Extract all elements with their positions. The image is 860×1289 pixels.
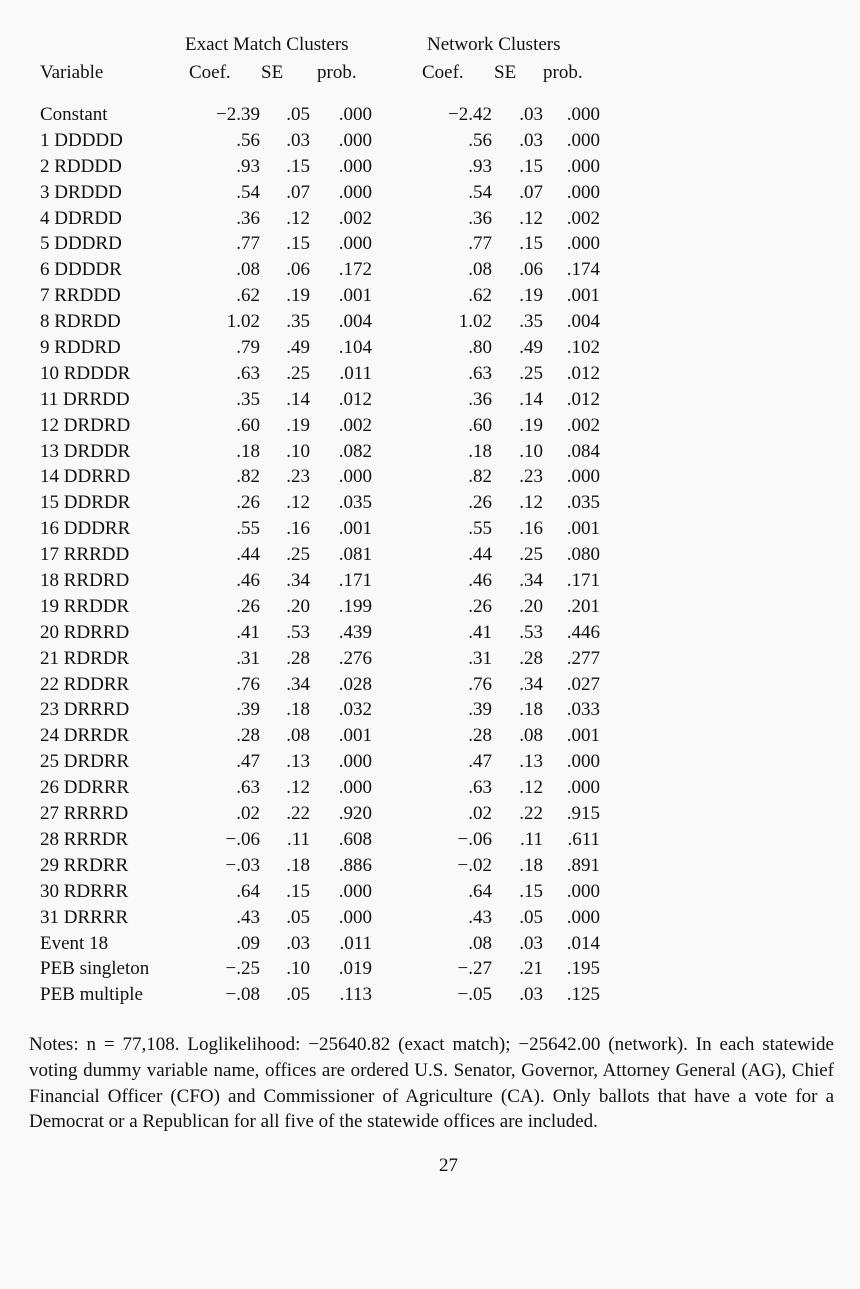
- se-exact-cell: .49: [286, 337, 310, 359]
- coef-network-cell: .80: [468, 337, 492, 359]
- prob-network-cell: .611: [567, 828, 600, 850]
- se-network-cell: .23: [519, 466, 543, 488]
- se-exact-cell: .23: [286, 466, 310, 488]
- prob-network-cell: .171: [566, 570, 600, 592]
- coef-network-cell: .18: [468, 440, 492, 462]
- prob-network-cell: .080: [566, 544, 600, 566]
- coef-exact-cell: .26: [236, 492, 260, 514]
- table-row: [40, 102, 600, 128]
- coef-exact-cell: .46: [236, 570, 260, 592]
- coef-network-cell: .08: [468, 932, 492, 954]
- variable-cell: 21 RDRDR: [40, 647, 130, 669]
- coef-network-cell: .64: [468, 880, 492, 902]
- coef-exact-cell: .63: [236, 362, 260, 384]
- table-row: [40, 801, 600, 827]
- coef-exact-cell: −.03: [225, 854, 260, 876]
- variable-cell: 19 RRDDR: [40, 595, 130, 617]
- variable-cell: 30 RDRRR: [40, 880, 129, 902]
- prob-exact-cell: .002: [338, 207, 372, 229]
- coef-exact-cell: −.08: [225, 984, 260, 1006]
- coef-exact-cell: .56: [236, 129, 260, 151]
- prob-exact-cell: .171: [338, 570, 372, 592]
- coef-network-cell: .77: [468, 233, 492, 255]
- prob-exact-cell: .000: [338, 181, 372, 203]
- prob-exact-cell: .028: [338, 673, 372, 695]
- coef-exact-cell: .08: [236, 259, 260, 281]
- se-exact-cell: .05: [286, 984, 310, 1006]
- variable-cell: Constant: [40, 104, 108, 125]
- coef-exact-cell: −2.39: [216, 104, 260, 125]
- table-notes: Notes: n = 77,108. Loglikelihood: −25640.82 (exact match); −25642.00 (network). In each statewide voting dummy variable name, offices are ordered U.S. Senator, Governor, Attorney General (AG), Chief Financial Officer (CFO) and Commissioner of Agriculture (CA). Only ballots that have a vote for a Democrat or a Republican for all five of the statewide offices are included.: [29, 1034, 834, 1133]
- coef-exact-cell: .43: [236, 906, 260, 928]
- se-network-cell: .35: [519, 311, 543, 333]
- prob-exact-cell: .886: [338, 854, 372, 876]
- prob-exact-cell: .000: [338, 104, 372, 125]
- prob-network-cell: .004: [566, 311, 600, 333]
- prob-network-cell: .033: [566, 699, 600, 721]
- se-network-cell: .15: [519, 155, 543, 177]
- prob-network-cell: .000: [566, 155, 600, 177]
- prob-exact-cell: .104: [338, 337, 372, 359]
- results-table: [40, 34, 600, 1008]
- coef-network-cell: .76: [468, 673, 492, 695]
- coef-exact-cell: .62: [236, 285, 260, 307]
- prob-network-cell: .014: [566, 932, 600, 954]
- se-network-cell: .22: [519, 803, 543, 825]
- variable-cell: 6 DDDDR: [40, 259, 122, 281]
- variable-cell: 3 DRDDD: [40, 181, 122, 203]
- prob-exact-cell: .011: [339, 362, 372, 384]
- prob-exact-cell: .276: [338, 647, 372, 669]
- prob-exact-cell: .011: [339, 932, 372, 954]
- se-exact-cell: .07: [286, 181, 310, 203]
- column-header-se-network: SE: [494, 62, 517, 83]
- coef-exact-cell: .39: [236, 699, 260, 721]
- variable-cell: 15 DDRDR: [40, 492, 131, 514]
- prob-network-cell: .102: [566, 337, 600, 359]
- coef-network-cell: .08: [468, 259, 492, 281]
- prob-exact-cell: .000: [338, 129, 372, 151]
- variable-cell: 28 RRRDR: [40, 828, 129, 850]
- column-header-variable: Variable: [40, 62, 104, 83]
- prob-network-cell: .000: [566, 181, 600, 203]
- prob-network-cell: .174: [566, 259, 600, 281]
- se-exact-cell: .34: [286, 673, 310, 695]
- prob-network-cell: .000: [566, 777, 600, 799]
- se-network-cell: .03: [519, 129, 543, 151]
- se-network-cell: .08: [519, 725, 543, 747]
- se-network-cell: .18: [519, 699, 543, 721]
- se-exact-cell: .10: [286, 958, 310, 980]
- coef-network-cell: .44: [468, 544, 492, 566]
- variable-cell: 25 DRDRR: [40, 751, 130, 773]
- se-network-cell: .28: [519, 647, 543, 669]
- se-exact-cell: .34: [286, 570, 310, 592]
- table-row: [40, 879, 600, 905]
- table-header: [40, 34, 600, 88]
- se-network-cell: .07: [519, 181, 543, 203]
- se-network-cell: .13: [519, 751, 543, 773]
- prob-network-cell: .446: [566, 621, 600, 643]
- prob-network-cell: .000: [566, 233, 600, 255]
- table-row: [40, 982, 600, 1008]
- coef-exact-cell: .60: [236, 414, 260, 436]
- se-exact-cell: .05: [286, 906, 310, 928]
- se-network-cell: .12: [519, 492, 543, 514]
- variable-cell: 23 DRRRD: [40, 699, 130, 721]
- coef-network-cell: .47: [468, 751, 492, 773]
- coef-exact-cell: .76: [236, 673, 260, 695]
- prob-network-cell: .125: [566, 984, 600, 1006]
- group-header-exact-match: Exact Match Clusters: [185, 34, 349, 55]
- se-exact-cell: .08: [286, 725, 310, 747]
- table-row: [40, 361, 600, 387]
- se-exact-cell: .20: [286, 595, 310, 617]
- variable-cell: 2 RDDDD: [40, 155, 122, 177]
- coef-network-cell: .63: [468, 362, 492, 384]
- variable-cell: 20 RDRRD: [40, 621, 130, 643]
- variable-cell: 12 DRDRD: [40, 414, 131, 436]
- prob-exact-cell: .081: [338, 544, 372, 566]
- table-row: [40, 309, 600, 335]
- variable-cell: 8 RDRDD: [40, 311, 121, 333]
- coef-network-cell: −.27: [457, 958, 492, 980]
- coef-exact-cell: −.25: [225, 958, 260, 980]
- table-row: [40, 257, 600, 283]
- table-row: [40, 206, 600, 232]
- prob-exact-cell: .019: [338, 958, 372, 980]
- coef-network-cell: .26: [468, 492, 492, 514]
- variable-cell: 5 DDDRD: [40, 233, 122, 255]
- variable-cell: 24 DRRDR: [40, 725, 130, 747]
- group-header-network: Network Clusters: [427, 34, 561, 55]
- variable-cell: 11 DRRDD: [40, 388, 130, 410]
- coef-exact-cell: .35: [236, 388, 260, 410]
- se-exact-cell: .05: [286, 104, 310, 125]
- variable-cell: 14 DDRRD: [40, 466, 131, 488]
- prob-network-cell: .000: [566, 880, 600, 902]
- table-row: [40, 956, 600, 982]
- table-row: [40, 464, 600, 490]
- coef-network-cell: .55: [468, 518, 492, 540]
- coef-network-cell: .26: [468, 595, 492, 617]
- se-network-cell: .14: [519, 388, 543, 410]
- prob-exact-cell: .002: [338, 414, 372, 436]
- table-row: [40, 905, 600, 931]
- table-row: [40, 749, 600, 775]
- prob-network-cell: .000: [566, 751, 600, 773]
- table-row: [40, 853, 600, 879]
- prob-network-cell: .012: [566, 362, 600, 384]
- prob-network-cell: .001: [566, 725, 600, 747]
- se-network-cell: .19: [519, 285, 543, 307]
- coef-exact-cell: .55: [236, 518, 260, 540]
- coef-network-cell: .36: [468, 207, 492, 229]
- se-network-cell: .12: [519, 207, 543, 229]
- prob-network-cell: .000: [566, 104, 600, 125]
- coef-network-cell: .43: [468, 906, 492, 928]
- coef-exact-cell: .41: [236, 621, 260, 643]
- variable-cell: 16 DDDRR: [40, 518, 131, 540]
- coef-exact-cell: .63: [236, 777, 260, 799]
- se-network-cell: .03: [519, 104, 543, 125]
- se-exact-cell: .15: [286, 233, 310, 255]
- table-row: [40, 697, 600, 723]
- table-row: [40, 775, 600, 801]
- variable-cell: 26 DDRRR: [40, 777, 130, 799]
- prob-exact-cell: .920: [338, 803, 372, 825]
- variable-cell: 7 RRDDD: [40, 285, 121, 307]
- column-header-coef-exact: Coef.: [189, 62, 231, 83]
- se-network-cell: .03: [519, 984, 543, 1006]
- coef-network-cell: .54: [468, 181, 492, 203]
- table-row: [40, 283, 600, 309]
- se-network-cell: .06: [519, 259, 543, 281]
- coef-exact-cell: .82: [236, 466, 260, 488]
- se-network-cell: .10: [519, 440, 543, 462]
- coef-exact-cell: .31: [236, 647, 260, 669]
- prob-network-cell: .277: [566, 647, 600, 669]
- prob-exact-cell: .000: [338, 880, 372, 902]
- prob-exact-cell: .082: [338, 440, 372, 462]
- se-exact-cell: .18: [286, 854, 310, 876]
- coef-exact-cell: .79: [236, 337, 260, 359]
- se-exact-cell: .16: [286, 518, 310, 540]
- table-row: [40, 646, 600, 672]
- se-exact-cell: .15: [286, 880, 310, 902]
- se-exact-cell: .25: [286, 362, 310, 384]
- prob-network-cell: .035: [566, 492, 600, 514]
- prob-exact-cell: .032: [338, 699, 372, 721]
- se-network-cell: .34: [519, 570, 543, 592]
- variable-cell: 31 DRRRR: [40, 906, 129, 928]
- table-row: [40, 931, 600, 957]
- column-header-prob-network: prob.: [543, 62, 583, 83]
- prob-network-cell: .891: [566, 854, 600, 876]
- table-row: [40, 672, 600, 698]
- variable-cell: 22 RDDRR: [40, 673, 130, 695]
- se-exact-cell: .53: [286, 621, 310, 643]
- table-row: [40, 542, 600, 568]
- variable-cell: 10 RDDDR: [40, 362, 131, 384]
- coef-network-cell: −.02: [457, 854, 492, 876]
- se-network-cell: .15: [519, 233, 543, 255]
- variable-cell: 4 DDRDD: [40, 207, 122, 229]
- table-row: [40, 128, 600, 154]
- se-exact-cell: .28: [286, 647, 310, 669]
- prob-exact-cell: .000: [338, 233, 372, 255]
- se-exact-cell: .10: [286, 440, 310, 462]
- prob-exact-cell: .439: [338, 621, 372, 643]
- prob-network-cell: .084: [566, 440, 600, 462]
- se-network-cell: .25: [519, 362, 543, 384]
- coef-network-cell: .02: [468, 803, 492, 825]
- table-row: [40, 568, 600, 594]
- se-exact-cell: .03: [286, 129, 310, 151]
- prob-exact-cell: .001: [338, 518, 372, 540]
- se-network-cell: .18: [519, 854, 543, 876]
- table-row: [40, 827, 600, 853]
- coef-exact-cell: .26: [236, 595, 260, 617]
- coef-exact-cell: .36: [236, 207, 260, 229]
- variable-cell: 17 RRRDD: [40, 544, 130, 566]
- coef-network-cell: .93: [468, 155, 492, 177]
- coef-exact-cell: .47: [236, 751, 260, 773]
- se-network-cell: .16: [519, 518, 543, 540]
- prob-exact-cell: .001: [338, 285, 372, 307]
- prob-exact-cell: .000: [338, 466, 372, 488]
- coef-network-cell: .46: [468, 570, 492, 592]
- prob-exact-cell: .001: [338, 725, 372, 747]
- variable-cell: 29 RRDRR: [40, 854, 129, 876]
- prob-network-cell: .000: [566, 906, 600, 928]
- prob-network-cell: .195: [566, 958, 600, 980]
- se-exact-cell: .25: [286, 544, 310, 566]
- se-exact-cell: .15: [286, 155, 310, 177]
- coef-exact-cell: .44: [236, 544, 260, 566]
- se-exact-cell: .11: [286, 828, 310, 850]
- prob-exact-cell: .012: [338, 388, 372, 410]
- prob-network-cell: .915: [566, 803, 600, 825]
- prob-exact-cell: .172: [338, 259, 372, 281]
- se-network-cell: .49: [519, 337, 543, 359]
- prob-network-cell: .001: [566, 518, 600, 540]
- se-network-cell: .05: [519, 906, 543, 928]
- coef-network-cell: .62: [468, 285, 492, 307]
- coef-exact-cell: .09: [236, 932, 260, 954]
- se-network-cell: .03: [519, 932, 543, 954]
- coef-network-cell: −2.42: [448, 104, 492, 125]
- coef-network-cell: .31: [468, 647, 492, 669]
- coef-network-cell: −.06: [457, 828, 492, 850]
- prob-exact-cell: .000: [338, 777, 372, 799]
- prob-exact-cell: .608: [338, 828, 372, 850]
- prob-exact-cell: .199: [338, 595, 372, 617]
- table-row: [40, 231, 600, 257]
- prob-network-cell: .002: [566, 207, 600, 229]
- coef-network-cell: .60: [468, 414, 492, 436]
- coef-exact-cell: .28: [236, 725, 260, 747]
- coef-exact-cell: .18: [236, 440, 260, 462]
- se-exact-cell: .14: [286, 388, 310, 410]
- variable-cell: PEB multiple: [40, 984, 143, 1006]
- coef-network-cell: .56: [468, 129, 492, 151]
- coef-exact-cell: .93: [236, 155, 260, 177]
- se-exact-cell: .13: [286, 751, 310, 773]
- table-row: [40, 335, 600, 361]
- coef-exact-cell: 1.02: [226, 311, 260, 333]
- prob-network-cell: .002: [566, 414, 600, 436]
- prob-network-cell: .012: [566, 388, 600, 410]
- se-exact-cell: .35: [286, 311, 310, 333]
- prob-network-cell: .201: [566, 595, 600, 617]
- coef-network-cell: .41: [468, 621, 492, 643]
- coef-exact-cell: −.06: [225, 828, 260, 850]
- coef-network-cell: .36: [468, 388, 492, 410]
- coef-exact-cell: .54: [236, 181, 260, 203]
- coef-network-cell: .63: [468, 777, 492, 799]
- table-body: [40, 102, 600, 1008]
- table-row: [40, 180, 600, 206]
- variable-cell: PEB singleton: [40, 958, 150, 980]
- table-row: [40, 490, 600, 516]
- prob-network-cell: .000: [566, 466, 600, 488]
- variable-cell: 18 RRDRD: [40, 570, 130, 592]
- variable-cell: Event 18: [40, 932, 109, 954]
- variable-cell: 9 RDDRD: [40, 337, 121, 359]
- se-network-cell: .21: [519, 958, 543, 980]
- se-exact-cell: .19: [286, 285, 310, 307]
- se-network-cell: .15: [519, 880, 543, 902]
- table-row: [40, 387, 600, 413]
- prob-exact-cell: .004: [338, 311, 372, 333]
- variable-cell: 13 DRDDR: [40, 440, 131, 462]
- se-exact-cell: .18: [286, 699, 310, 721]
- variable-cell: 27 RRRRD: [40, 803, 129, 825]
- se-network-cell: .19: [519, 414, 543, 436]
- se-network-cell: .34: [519, 673, 543, 695]
- page-number: 27: [439, 1155, 458, 1176]
- se-exact-cell: .03: [286, 932, 310, 954]
- column-header-prob-exact: prob.: [317, 62, 357, 83]
- se-exact-cell: .06: [286, 259, 310, 281]
- prob-network-cell: .000: [566, 129, 600, 151]
- se-network-cell: .12: [519, 777, 543, 799]
- column-header-se-exact: SE: [261, 62, 284, 83]
- prob-exact-cell: .000: [338, 751, 372, 773]
- coef-network-cell: −.05: [457, 984, 492, 1006]
- coef-network-cell: .28: [468, 725, 492, 747]
- prob-exact-cell: .000: [338, 155, 372, 177]
- se-network-cell: .25: [519, 544, 543, 566]
- table-row: [40, 413, 600, 439]
- coef-network-cell: .39: [468, 699, 492, 721]
- table-row: [40, 439, 600, 465]
- se-exact-cell: .12: [286, 492, 310, 514]
- se-exact-cell: .22: [286, 803, 310, 825]
- coef-exact-cell: .02: [236, 803, 260, 825]
- coef-exact-cell: .64: [236, 880, 260, 902]
- se-exact-cell: .12: [286, 207, 310, 229]
- table-row: [40, 154, 600, 180]
- variable-cell: 1 DDDDD: [40, 129, 123, 151]
- coef-network-cell: .82: [468, 466, 492, 488]
- column-header-coef-network: Coef.: [422, 62, 464, 83]
- prob-network-cell: .027: [566, 673, 600, 695]
- se-exact-cell: .12: [286, 777, 310, 799]
- prob-exact-cell: .035: [338, 492, 372, 514]
- prob-exact-cell: .113: [339, 984, 372, 1006]
- table-row: [40, 594, 600, 620]
- se-network-cell: .53: [519, 621, 543, 643]
- prob-exact-cell: .000: [338, 906, 372, 928]
- se-network-cell: .20: [519, 595, 543, 617]
- coef-network-cell: 1.02: [458, 311, 492, 333]
- table-row: [40, 723, 600, 749]
- se-network-cell: .11: [519, 828, 543, 850]
- se-exact-cell: .19: [286, 414, 310, 436]
- coef-exact-cell: .77: [236, 233, 260, 255]
- prob-network-cell: .001: [566, 285, 600, 307]
- table-row: [40, 516, 600, 542]
- table-row: [40, 620, 600, 646]
